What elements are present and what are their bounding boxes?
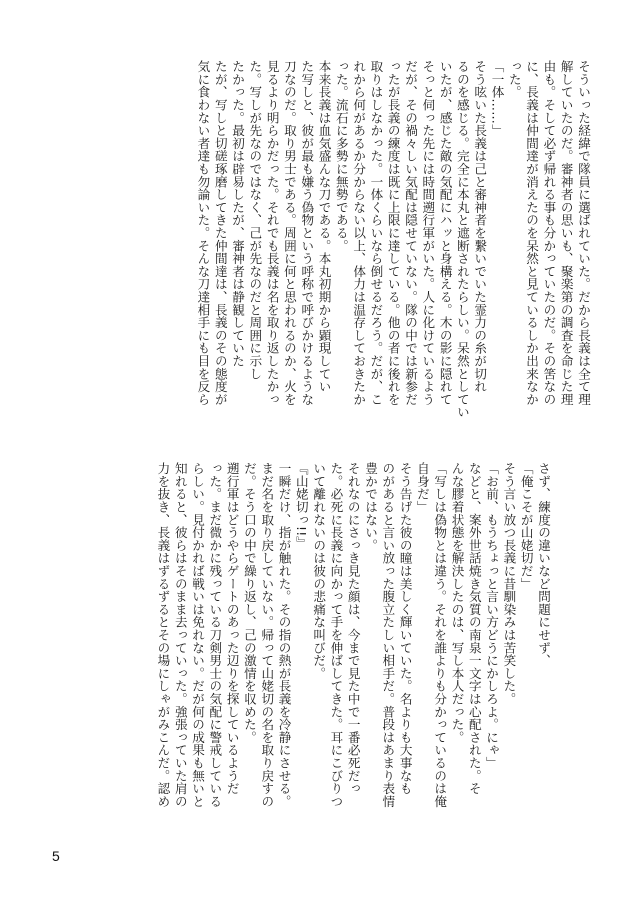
text-column: 見るより明らかだった。それでも長義は名を取り返したかっ bbox=[264, 60, 280, 406]
text-column: ったが長義の練度は既に上限に達している。他の者に後れを bbox=[385, 60, 401, 406]
text-column: った。流石に多勢に無勢である。 bbox=[333, 60, 349, 252]
text-column: 気に食わない者達も勿論いた。そんな刀達相手にも目を反ら bbox=[195, 60, 211, 406]
text-column: などと、案外世話焼き気質の南泉一文字は心配された。そ bbox=[466, 462, 482, 795]
text-column: いて離れないのは彼の悲痛な叫びだ。 bbox=[311, 462, 327, 680]
text-column: た。必死に長義に向かって手を伸ばしてきた。耳にこびりつ bbox=[328, 462, 344, 808]
text-column: 『山姥切っ!!』 bbox=[293, 462, 309, 550]
text-column: 本来長義は血気盛んな刀である。本丸初期から顕現してい bbox=[316, 60, 332, 393]
text-column: そっと伺った先には時間遡行軍がいた。人に化けているよう bbox=[420, 60, 436, 406]
text-column: 遡行軍はどうやらゲートのあった辺りを探しているようだ bbox=[224, 462, 240, 795]
text-column: 解していたのだ。審神者の思いも、聚楽第の調査を命じた理 bbox=[558, 60, 574, 406]
text-column: そう告げた彼の瞳は美しく輝いていた。名よりも大事なも bbox=[397, 462, 413, 795]
text-column: そう言い放つ長義に昔馴染みは苦笑した。 bbox=[501, 462, 517, 706]
text-column: れから何があるか分からない以上、体力は温存しておきたか bbox=[351, 60, 367, 406]
text-column: いたが、感じた敵の気配にハッと身構える。木の影に隠れて bbox=[437, 60, 453, 406]
text-column: 豊かではない。 bbox=[363, 462, 379, 552]
text-column: たが、写しと切磋琢磨してきた仲間達は、長義のその態度が bbox=[212, 60, 228, 406]
text-column: た。写しが先なのではなく、己が先なのだと周囲に示し bbox=[247, 60, 263, 380]
text-column: 「お前、もうちょっと言い方どうにかしろよ。にゃ」 bbox=[484, 462, 500, 770]
text-column: 自身だ」 bbox=[414, 462, 430, 514]
text-column: るのを感じる。完全に本丸と遮断されたらしい。呆然としてい bbox=[454, 60, 470, 419]
text-column: そう呟いた長義は己と審神者を繋いでいた霊力の糸が切れ bbox=[472, 60, 488, 393]
text-column: 「写しは偽物とは違う。それを誰よりも分かっているのは俺 bbox=[432, 462, 448, 808]
text-column: だが、その禍々しい気配は隠せていない。隊の中では新参だ bbox=[403, 60, 419, 406]
text-column: だ。そう口の中で繰り返し、己の激情を収めた。 bbox=[241, 462, 257, 744]
text-column: 「俺こそが山姥切だ」 bbox=[518, 462, 534, 590]
text-column: らしい。見付かれば戦いは免れない。だが何の成果も無いと bbox=[190, 462, 206, 808]
text-column: った。 bbox=[506, 60, 522, 99]
text-column: 一瞬だけ、指が触れた。その指の熱が長義を冷静にさせる。 bbox=[276, 462, 292, 808]
text-column: 「一体……」 bbox=[489, 60, 505, 137]
text-column: 由も。そして必ず帰れる事も分かっていたのだ。その筈なの bbox=[541, 60, 557, 406]
text-column: さず、練度の違いなど問題にせず、 bbox=[536, 462, 551, 667]
text-column: た写しと、彼が最も嫌う偽物という呼称で呼びかけるような bbox=[299, 60, 315, 406]
text-column: 刀なのだ。取り男士である。周囲に何と思われるのか、火を bbox=[281, 60, 297, 406]
text-column: 力を抜き、長義はずるずるとその場にしゃがみこんだ。認め bbox=[155, 462, 171, 808]
text-block-bottom bbox=[50, 462, 552, 834]
text-column: 取りはしなかった。一体くらいなら倒せるだろう。だが、こ bbox=[368, 60, 384, 406]
text-column: まだ名を取り戻していない。帰って山姥切の名を取り戻すの bbox=[259, 462, 275, 808]
text-column: のがあると言い放った腹立たしい相手だ。普段はあまり表情 bbox=[380, 462, 396, 808]
text-column: それなのにさっき見た顔は、今まで見た中で一番必死だっ bbox=[345, 462, 361, 795]
page-number: 5 bbox=[52, 848, 60, 864]
text-column: 知れると、彼らはそのまま去っていった。強張っていた肩の bbox=[172, 462, 188, 808]
text-column: った。まだ微かに残っている刀剣男士の気配に警戒している bbox=[207, 462, 223, 808]
text-column: んな膠着状態を解決したのは、写し本人だった。 bbox=[449, 462, 465, 744]
text-block-top bbox=[50, 60, 592, 452]
text-column: たかった。最初は辟易したが、審神者は静観していた bbox=[230, 60, 246, 368]
text-column: に、長義は仲間達が消えたのを呆然と見ているしか出来なか bbox=[524, 60, 540, 406]
text-column: そういった経緯で隊員に選ばれていた。だから長義は全て理 bbox=[576, 60, 591, 406]
